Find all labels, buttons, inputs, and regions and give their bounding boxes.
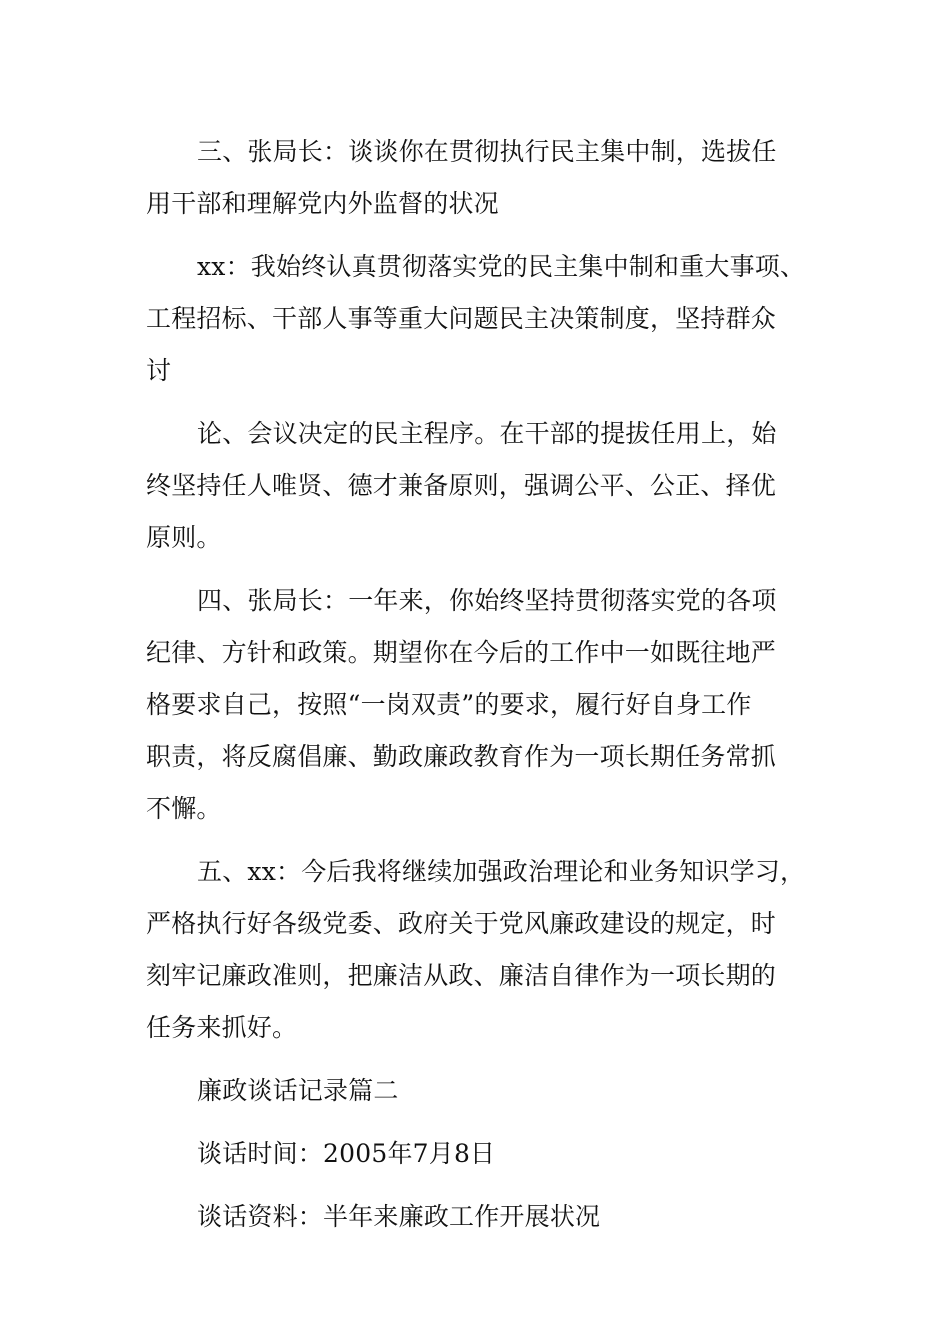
- text-line: 原则。: [146, 523, 222, 552]
- text-line: 四、张局长：一年来，你始终坚持贯彻落实党的各项: [197, 586, 777, 615]
- paragraph-item-5: [146, 846, 806, 1054]
- text-line: 讨: [146, 356, 172, 385]
- meta-time-label: 谈话时间：: [197, 1139, 324, 1168]
- paragraph-item-3: [146, 126, 796, 230]
- meta-topic: [146, 1191, 796, 1243]
- paragraph-item-4: [146, 575, 796, 835]
- document-body: [146, 126, 806, 1254]
- text-line: 任务来抓好。: [146, 1013, 298, 1042]
- paragraph-continuation: [146, 408, 796, 564]
- text-line: xx：我始终认真贯彻落实党的民主集中制和重大事项、: [197, 252, 806, 281]
- text-line: 格要求自己，按照“一岗双责”的要求，履行好自身工作: [146, 690, 752, 719]
- text-line: 刻牢记廉政准则，把廉洁从政、廉洁自律作为一项长期的: [146, 961, 777, 990]
- text-line: 纪律、方针和政策。期望你在今后的工作中一如既往地严: [146, 638, 777, 667]
- text-line: 职责，将反腐倡廉、勤政廉政教育作为一项长期任务常抓: [146, 742, 777, 771]
- text-line: 工程招标、干部人事等重大问题民主决策制度，坚持群众: [146, 304, 777, 333]
- meta-time: [146, 1128, 796, 1180]
- meta-time-value: 2005年7月8日: [323, 1139, 496, 1168]
- text-line: 严格执行好各级党委、政府关于党风廉政建设的规定，时: [146, 909, 777, 938]
- text-line: 终坚持任人唯贤、德才兼备原则，强调公平、公正、择优: [146, 471, 777, 500]
- paragraph-answer-xx: [146, 241, 806, 397]
- section-title: 廉政谈话记录篇二: [197, 1076, 399, 1105]
- meta-topic-value: 半年来廉政工作开展状况: [323, 1202, 601, 1231]
- text-line: 论、会议决定的民主程序。在干部的提拔任用上，始: [197, 419, 777, 448]
- text-line: 五、xx：今后我将继续加强政治理论和业务知识学习，: [197, 857, 806, 886]
- meta-topic-label: 谈话资料：: [197, 1202, 324, 1231]
- text-line: 用干部和理解党内外监督的状况: [146, 189, 499, 218]
- text-line: 不懈。: [146, 794, 222, 823]
- text-line: 三、张局长：谈谈你在贯彻执行民主集中制，选拔任: [197, 137, 777, 166]
